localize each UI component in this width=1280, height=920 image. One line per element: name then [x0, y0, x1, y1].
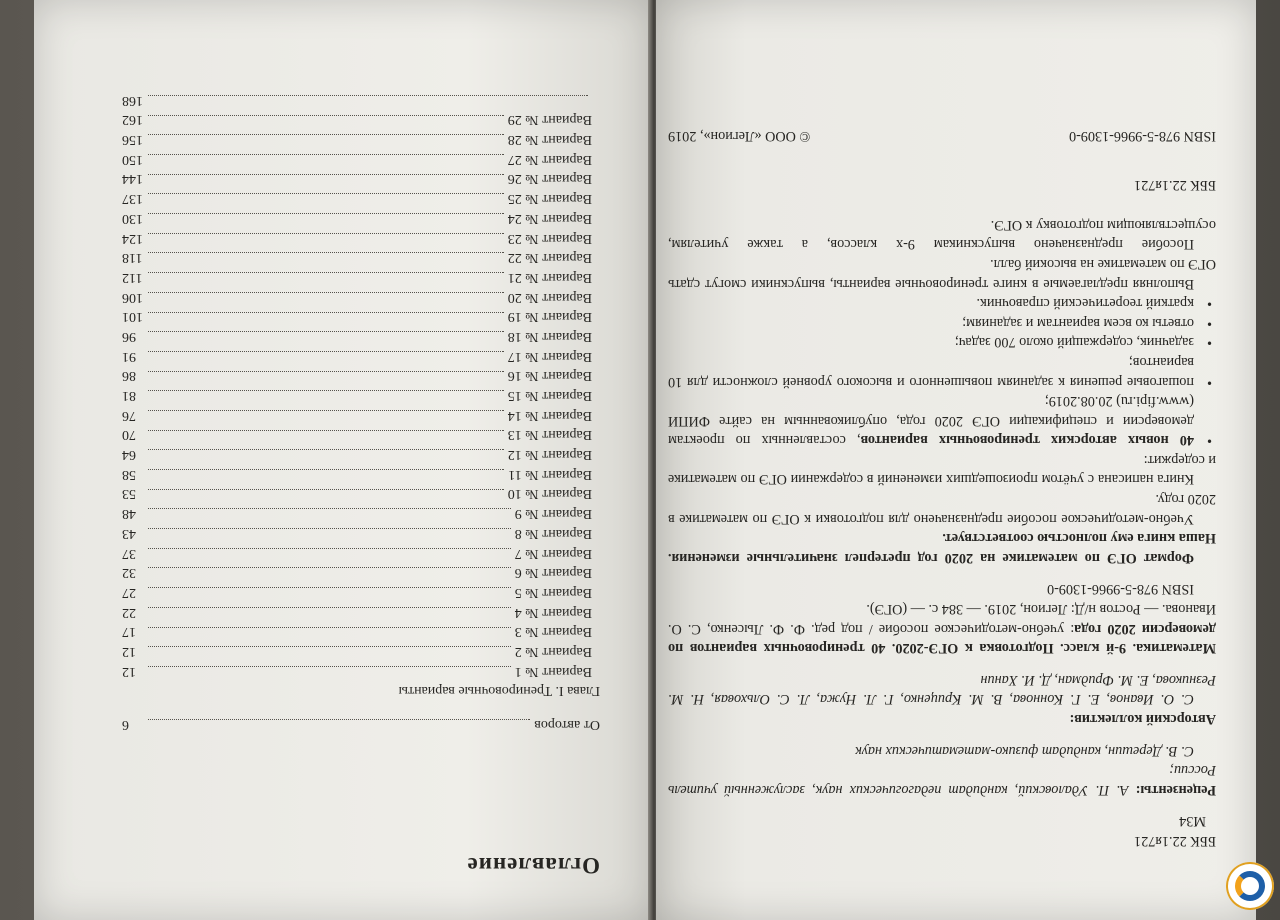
toc-leader	[148, 312, 504, 313]
toc-row-variant	[122, 129, 600, 149]
right-page-text	[656, 0, 1256, 920]
toc-variant-label: Вариант № 15	[507, 388, 592, 404]
toc-variant-label: Вариант № 8	[514, 525, 592, 541]
toc-row-variant	[122, 464, 600, 484]
toc-variant-label: Вариант № 4	[514, 604, 592, 620]
toc-leader	[148, 508, 511, 509]
toc-row-variant	[122, 326, 600, 346]
toc-variant-page: 17	[122, 624, 136, 640]
toc-variant-label: Вариант № 21	[507, 269, 592, 285]
toc-label: От авторов	[534, 717, 600, 733]
toc-variant-label: Вариант № 18	[507, 328, 592, 344]
toc-row-variant	[122, 582, 600, 602]
toc-variant-page: 130	[122, 210, 143, 226]
udk-bottom: ББК 22.1я721	[1134, 177, 1216, 194]
toc-row-variant	[122, 503, 600, 523]
toc-row-variant	[122, 523, 600, 543]
toc-row-authors	[122, 714, 600, 734]
right-page	[656, 0, 1256, 920]
bullet-5: • краткий теоретический справочник.	[668, 293, 1216, 313]
toc-variant-page: 144	[122, 171, 143, 187]
toc-variant-label: Вариант № 7	[514, 545, 592, 561]
toc-variant-page: 91	[122, 348, 136, 364]
toc-row-variant	[122, 267, 600, 287]
paragraph-2: Книга написана с учётом произошедших изменений в содержании ОГЭ по математике и содержит:	[668, 451, 1216, 488]
toc-leader	[148, 253, 504, 254]
toc-variant-label: Вариант № 22	[507, 250, 592, 266]
toc-row-variant	[122, 366, 600, 386]
toc-variant-page: 86	[122, 368, 136, 384]
toc-leader	[148, 568, 511, 569]
toc-leader	[148, 193, 504, 194]
toc-row-variant	[122, 208, 600, 228]
lead-paragraph: Формат ОГЭ по математике на 2020 год претерпел значительные изменения. Наша книга ему полностью соответствует.	[668, 530, 1216, 566]
authors-label: Авторский коллектив:	[1069, 711, 1216, 728]
toc-leader	[148, 719, 530, 720]
toc-title: Оглавление	[466, 853, 600, 878]
isbn-copyright-row	[668, 125, 1216, 145]
toc-leader	[148, 430, 504, 431]
toc-variant-label: Вариант № 12	[507, 447, 592, 463]
toc-variant-label: Вариант № 26	[507, 171, 592, 187]
toc-variant-page: 12	[122, 643, 136, 659]
toc-variant-page: 112	[122, 269, 143, 285]
toc-leader	[148, 607, 511, 608]
left-page	[34, 0, 652, 920]
paragraph-3: Выполняя предлагаемые в книге тренировочные варианты, выпускники смогут сдать ОГЭ по математике на высокий балл.	[668, 255, 1216, 292]
toc-variant-page: 150	[122, 151, 143, 167]
toc-row-variant	[122, 425, 600, 445]
toc-variant-page: 101	[122, 309, 143, 325]
toc-row-variant	[122, 661, 600, 681]
table-of-contents	[122, 90, 600, 878]
toc-variant-page: 27	[122, 584, 136, 600]
toc-leader	[148, 213, 504, 214]
annotation	[668, 125, 1216, 850]
toc-variant-label: Вариант № 10	[507, 486, 592, 502]
toc-variant-label: Вариант № 29	[507, 112, 592, 128]
toc-variant-label: Вариант № 25	[507, 191, 592, 207]
toc-leader	[148, 489, 504, 490]
toc-variant-label: Вариант № 19	[507, 309, 592, 325]
toc-row-variant	[122, 405, 600, 425]
toc-row-variant	[122, 307, 600, 327]
toc-leader	[148, 272, 504, 273]
toc-leader	[148, 174, 504, 175]
toc-variant-label: Вариант № 2	[514, 643, 592, 659]
toc-variant-label: Вариант № 6	[514, 565, 592, 581]
toc-variant-page: 118	[122, 250, 143, 266]
isbn-line: ISBN 978-5-9966-1309-0	[1047, 581, 1194, 598]
toc-leader	[148, 666, 511, 667]
toc-variant-page: 156	[122, 132, 143, 148]
toc-row-variant	[122, 602, 600, 622]
toc-variant-list	[122, 90, 600, 681]
udk-code: ББК 22.1я721	[1134, 833, 1216, 849]
toc-leader	[148, 646, 511, 647]
author-mark: М34	[1179, 813, 1206, 830]
toc-leader	[148, 449, 504, 450]
toc-variant-page: 43	[122, 525, 136, 541]
toc-row-variant	[122, 641, 600, 661]
toc-row-variant	[122, 228, 600, 248]
bullet-4: • ответы ко всем вариантам и заданиям;	[668, 312, 1216, 332]
toc-row-variant	[122, 188, 600, 208]
toc-variant-label: Вариант № 17	[507, 348, 592, 364]
toc-row-variant	[122, 287, 600, 307]
toc-leader	[148, 410, 504, 411]
toc-variant-label: Вариант № 13	[507, 427, 592, 443]
toc-row-variant	[122, 484, 600, 504]
toc-variant-label: Вариант № 1	[514, 663, 592, 679]
isbn-bottom: ISBN 978-5-9966-1309-0	[1069, 127, 1216, 144]
toc-row-variant	[122, 149, 600, 169]
toc-variant-page: 70	[122, 427, 136, 443]
toc-leader	[148, 528, 511, 529]
left-page-text	[34, 0, 652, 920]
paragraph-4: Пособие предназначено выпускникам 9-х классов, а также учителям, осуществляющим подготовку к ОГЭ.	[668, 216, 1216, 253]
toc-leader	[148, 115, 504, 116]
toc-variant-label: Вариант № 3	[514, 624, 592, 640]
toc-leader	[148, 371, 504, 372]
toc-row-variant	[122, 90, 600, 110]
bullet-1: • 40 новых авторских тренировочных вариантов, составленных по проектам демоверсии и спецификации ОГЭ 2020 года, опубликованным на сайте ФИПИ (www.fipi.ru) 20.08.2019;	[668, 391, 1216, 450]
toc-leader	[148, 331, 504, 332]
toc-variant-page: 37	[122, 545, 136, 561]
citation: Математика. 9-й класс. Подготовка к ОГЭ-2020. 40 тренировочных вариантов по демоверсии 2020 года: учебно-методическое пособие / под ред. Ф. Ф. Лысенко, С. О. Иванова. — Ростов н/Д: Легион, 2019. — 384 с. — (ОГЭ).	[668, 601, 1216, 657]
toc-variant-page: 12	[122, 663, 136, 679]
toc-leader	[148, 292, 504, 293]
toc-row-variant	[122, 169, 600, 189]
toc-variant-page: 168	[122, 92, 143, 108]
toc-variant-label: Вариант № 28	[507, 132, 592, 148]
toc-leader	[148, 548, 511, 549]
toc-chapter-label: Глава I. Тренировочные варианты	[398, 683, 600, 699]
toc-variant-page: 32	[122, 565, 136, 581]
toc-row-variant	[122, 444, 600, 464]
toc-page: 6	[122, 717, 129, 733]
toc-variant-label: Вариант № 20	[507, 289, 592, 305]
toc-row-variant	[122, 563, 600, 583]
watermark-logo-icon	[1226, 862, 1274, 910]
toc-variant-label: Вариант № 9	[514, 506, 592, 522]
toc-leader	[148, 134, 504, 135]
toc-variant-page: 96	[122, 328, 136, 344]
toc-variant-page: 137	[122, 191, 143, 207]
toc-row-variant	[122, 385, 600, 405]
toc-leader	[148, 627, 511, 628]
toc-variant-page: 106	[122, 289, 143, 305]
toc-variant-page: 81	[122, 388, 136, 404]
toc-row-chapter	[122, 681, 600, 701]
paragraph-1: Учебно-методическое пособие предназначено для подготовки к ОГЭ по математике в 2020 году.	[668, 491, 1216, 527]
toc-variant-label: Вариант № 23	[507, 230, 592, 246]
toc-leader	[148, 469, 504, 470]
reviewers: Рецензенты: А. П. Удаловский, кандидат педагогических наук, заслуженный учитель России;	[668, 762, 1216, 798]
toc-leader	[148, 95, 588, 96]
toc-variant-page: 53	[122, 486, 136, 502]
toc-row-variant	[122, 110, 600, 130]
toc-variant-page: 64	[122, 447, 136, 463]
bullet-2: • пошаговые решения к заданиям повышенного и высокого уровней сложности для 10 вариантов;	[668, 351, 1216, 390]
toc-variant-label: Вариант № 16	[507, 368, 592, 384]
authors-list: С. О. Иванов, Е. Г. Коннова, В. М. Криценко, Г. Л. Нужа, Л. С. Ольховая, Н. М. Резникова, Е. М. Фридман, Д. И. Ханин	[668, 671, 1216, 708]
toc-leader	[148, 351, 504, 352]
toc-leader	[148, 390, 504, 391]
toc-row-variant	[122, 543, 600, 563]
toc-variant-label: Вариант № 5	[514, 584, 592, 600]
toc-variant-label: Вариант № 27	[507, 151, 592, 167]
reviewers-second: С. В. Дерешин, кандидат физико-математических наук	[855, 742, 1194, 759]
toc-variant-page: 76	[122, 407, 136, 423]
toc-row-variant	[122, 346, 600, 366]
toc-variant-label: Вариант № 11	[508, 466, 592, 482]
toc-variant-page: 48	[122, 506, 136, 522]
toc-leader	[148, 587, 511, 588]
toc-variant-page: 162	[122, 112, 143, 128]
toc-variant-page: 22	[122, 604, 136, 620]
toc-row-variant	[122, 248, 600, 268]
toc-variant-label: Вариант № 24	[507, 210, 592, 226]
toc-leader	[148, 233, 504, 234]
copyright: © ООО «Легион», 2019	[668, 127, 811, 144]
toc-variant-label: Вариант № 14	[507, 407, 592, 423]
bullet-3: • задачник, содержащий около 700 задач;	[668, 332, 1216, 352]
toc-leader	[148, 154, 504, 155]
toc-variant-page: 58	[122, 466, 136, 482]
toc-variant-page: 124	[122, 230, 143, 246]
toc-row-variant	[122, 622, 600, 642]
